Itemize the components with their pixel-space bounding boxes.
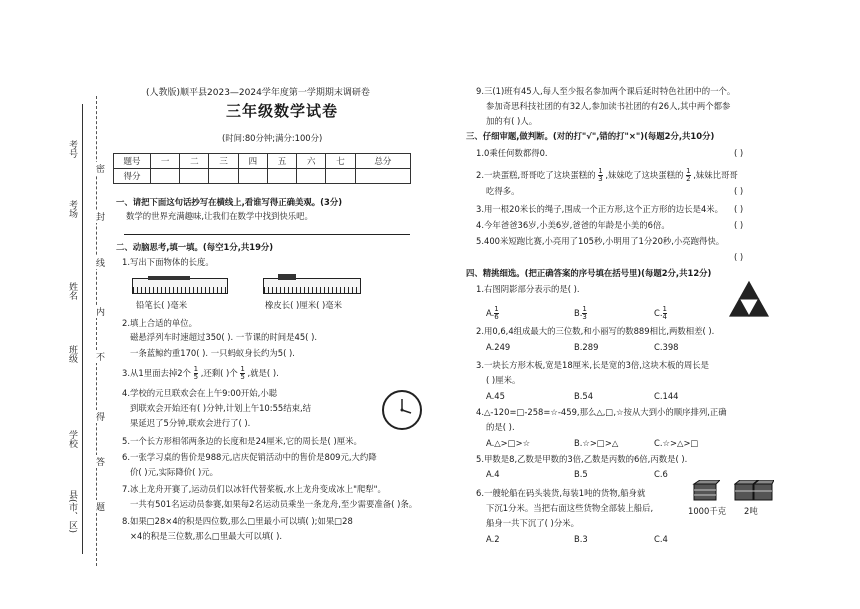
triangle-figure [728,280,770,318]
time-score: (时间:80分钟;满分:100分) [222,133,323,143]
pencil-image [148,276,190,280]
ruler-1 [132,278,228,294]
choice-q2-optA: A.249 [486,342,511,352]
score-cell[interactable] [180,169,209,184]
q3-part-a: 3.从1里面去掉2个 [122,368,191,378]
choice-q6-line2: 下沉1分米。当把右面这些货物全部装上船后, [486,503,654,513]
numerator: 1 [193,365,199,373]
choice-q1-optA [486,306,499,321]
choice-q2-optC: C.398 [654,342,679,352]
q3-part-b: ,还剩( )个 [200,368,238,378]
q2-line2: 一条蓝鲸约重170( ). 一只蚂蚁身长约为5( ). [130,348,295,358]
fraction [598,168,602,183]
q7-line2: 一共有501名运动员参赛,如果每2名运动员乘坐一条龙舟,至少需要准备( )条。 [130,499,418,509]
q9-line3: 加的有( )人。 [486,116,538,126]
choice-q3-line1: 3.一块长方形木板,宽是18厘米,长是宽的3倍,这块木板的周长是 [476,360,709,370]
choice-q6-optC: C.4 [654,534,668,544]
judge-q1-answer[interactable]: ( ) [734,148,744,158]
binding-label-county: 县(市、区) [67,490,77,534]
numerator: 1 [240,365,245,373]
denominator: 5 [193,373,199,381]
sec1-title: 一、请把下面这句话抄写在横线上,看谁写得正确美观。(3分) [116,197,343,207]
denominator: 3 [598,175,603,183]
sec1-sentence: 数学的世界充满趣味,让我们在数学中找到快乐吧。 [126,211,313,221]
option-label: C. [654,308,663,318]
score-cell[interactable] [151,169,180,184]
fraction [494,306,498,321]
exam-subtitle: (人教版)顺平县2023—2024学年度第一学期期末调研卷 [146,88,370,98]
binding-label-kaochang: 考场 [67,200,77,218]
exam-title: 三年级数学试卷 [226,102,339,120]
judge-q2-b: ,妹妹吃了这块蛋糕的 [605,170,684,180]
seal-char: 不 [96,350,105,363]
score-header-cell: 三 [209,154,238,169]
q5: 5.一个长方形相邻两条边的长度和是24厘米,它的周长是( )厘米。 [122,436,362,446]
q4-line1: 4.学校的元旦联欢会在上午9:00开始,小聪 [122,388,278,398]
choice-q4-line2: 的是( ). [486,422,515,432]
sec2-title: 二、动脑思考,填一填。(每空1分,共19分) [116,242,274,252]
judge-q2-c: ,妹妹比哥哥 [693,170,738,180]
seal-char: 答 [96,455,105,468]
fraction [686,168,690,183]
choice-q6-line3: 船身一共下沉了( )分米。 [486,518,579,528]
choice-q6-line1: 6.一艘轮船在码头装货,每装1吨的货物,船身就 [476,488,646,498]
choice-q1-optB [574,306,587,321]
choice-q4-optA: A.△>□>☆ [486,438,531,448]
q3-part-c: ,就是( ). [247,368,279,378]
choice-q3-line2: ( )厘米。 [486,375,521,385]
judge-q4: 4.今年爸爸36岁,小美6岁,爸爸的年龄是小美的6倍。 [476,220,670,230]
sec2-q3 [122,366,279,381]
choice-q1: 1.右图阴影部分表示的是( ). [476,284,580,294]
cargo-box-icon [692,480,720,502]
seal-char: 密 [96,162,105,175]
binding-solid-line [82,104,83,554]
cargo-boxes-icon [734,480,774,502]
q8-line1: 8.如果□28×4的积是四位数,那么□里最小可以填( );如果□28 [122,516,353,526]
score-cell[interactable] [326,169,355,184]
seal-char: 题 [96,500,105,513]
score-header-cell: 六 [297,154,326,169]
choice-q5-optB: B.5 [574,469,588,479]
q6-line1: 6.一张学习桌的售价是988元,店庆促销活动中的售价是809元,大约降 [122,452,377,462]
score-header-cell: 七 [326,154,355,169]
score-header-cell: 一 [151,154,180,169]
judge-q1: 1.0乘任何数都得0. [476,148,548,158]
score-table [113,153,411,184]
score-header-cell: 二 [180,154,209,169]
choice-q2-optB: B.289 [574,342,599,352]
denominator: 2 [686,175,691,183]
denominator: 6 [494,313,499,321]
judge-q2-a: 2.一块蛋糕,哥哥吃了这块蛋糕的 [476,170,596,180]
fraction [663,306,667,321]
binding-label-class: 班级 [67,345,77,363]
choice-q4-optB: B.☆>□>△ [574,438,619,448]
choice-q6-optA: A.2 [486,534,500,544]
sec3-title: 三、仔细审题,做判断。(对的打"√",错的打"×")(每题2分,共10分) [466,131,715,141]
numerator: 1 [494,305,499,313]
fraction [582,306,586,321]
judge-q4-answer[interactable]: ( ) [734,220,744,230]
score-cell[interactable] [297,169,326,184]
judge-q2-answer[interactable]: ( ) [734,186,744,196]
seal-char: 得 [96,410,105,423]
cargo-caption-1: 1000千克 [688,506,727,516]
score-header-cell: 五 [267,154,296,169]
score-cell[interactable] [355,169,410,184]
numerator: 1 [662,305,667,313]
score-cell[interactable] [209,169,238,184]
choice-q6-optB: B.3 [574,534,588,544]
seal-char: 线 [96,256,105,269]
q6-line2: 价( )元,实际降价( )元。 [130,467,219,477]
judge-q3-answer[interactable]: ( ) [734,204,744,214]
eraser-image [278,274,296,280]
q7-line1: 7.冰上龙舟开赛了,运动员们以冰钎代替桨板,水上龙舟变成冰上"爬犁"。 [122,484,386,494]
denominator: 5 [240,373,245,381]
denominator: 4 [662,313,667,321]
judge-q3: 3.用一根20米长的绳子,围成一个正方形,这个正方形的边长是4米。 [476,204,724,214]
option-label: B. [574,308,583,318]
ruler-2 [263,278,361,294]
choice-q1-optC [654,306,667,321]
q1-eraser-label: 橡皮长( )厘米( )毫米 [265,300,343,310]
choice-q5: 5.甲数是8,乙数是甲数的3倍,乙数是丙数的6倍,丙数是( ). [476,454,688,464]
score-row-label: 得分 [114,169,151,184]
judge-q5-answer[interactable]: ( ) [734,252,744,262]
choice-q4-optC: C.☆>△>□ [654,438,699,448]
binding-label-kaohao: 考号 [67,140,77,158]
judge-q2-line2: 吃得多。 [486,186,520,196]
score-cell[interactable] [267,169,296,184]
judge-q5: 5.400米短跑比赛,小亮用了105秒,小明用了1分20秒,小亮跑得快。 [476,236,725,246]
choice-q5-optC: C.6 [654,469,668,479]
choice-q4-line1: 4.△-120=□-258=☆-459,那么△,□,☆按从大到小的顺序排列,正确 [476,407,727,417]
score-header-cell: 四 [238,154,267,169]
q4-line2: 到联欢会开始还有( )分钟,计划上午10:55结束,结 [130,403,312,413]
seal-char: 内 [96,305,105,318]
q9-line1: 9.三(1)班有45人,每人至少报名参加两个课后延时特色社团中的一个。 [476,86,736,96]
choice-q2: 2.用0,6,4组成最大的三位数,和小丽写的数889相比,两数相差( ). [476,326,715,336]
score-header-cell: 总分 [355,154,410,169]
choice-q3-optA: A.45 [486,391,505,401]
q8-line2: ×4的积是三位数,那么□里最大可以填( ). [130,531,283,541]
binding-label-school: 学校 [67,430,77,448]
fraction [240,366,244,381]
choice-q5-optA: A.4 [486,469,500,479]
q2-line1: 磁悬浮列车时速超过350( ). 一节课的时间是45( ). [130,332,318,342]
choice-q3-optB: B.54 [574,391,594,401]
seal-char: 封 [96,210,105,223]
sec2-q2: 2.填上合适的单位。 [122,318,197,328]
q9-line2: 参加奇思科技社团的有32人,参加读书社团的有26人,其中两个都参 [486,101,731,111]
sec2-q1: 1.写出下面物体的长度。 [122,257,214,267]
score-header-cell: 题号 [114,154,151,169]
choice-q3-optC: C.144 [654,391,679,401]
numerator: 1 [598,167,603,175]
numerator: 1 [582,305,587,313]
denominator: 3 [582,313,587,321]
score-cell[interactable] [238,169,267,184]
fraction [194,366,198,381]
cargo-caption-2: 2吨 [744,506,758,516]
judge-q2 [476,168,738,183]
clock-icon [382,390,422,430]
numerator: 1 [686,167,691,175]
q4-line3: 果延迟了5分钟,联欢会进行了( ). [130,418,251,428]
binding-label-name: 姓名 [67,282,77,300]
copy-line[interactable] [124,234,410,235]
q1-pencil-label: 铅笔长( )毫米 [136,300,188,310]
sec4-title: 四、精挑细选。(把正确答案的序号填在括号里)(每题2分,共12分) [466,268,712,278]
option-label: A. [486,308,495,318]
